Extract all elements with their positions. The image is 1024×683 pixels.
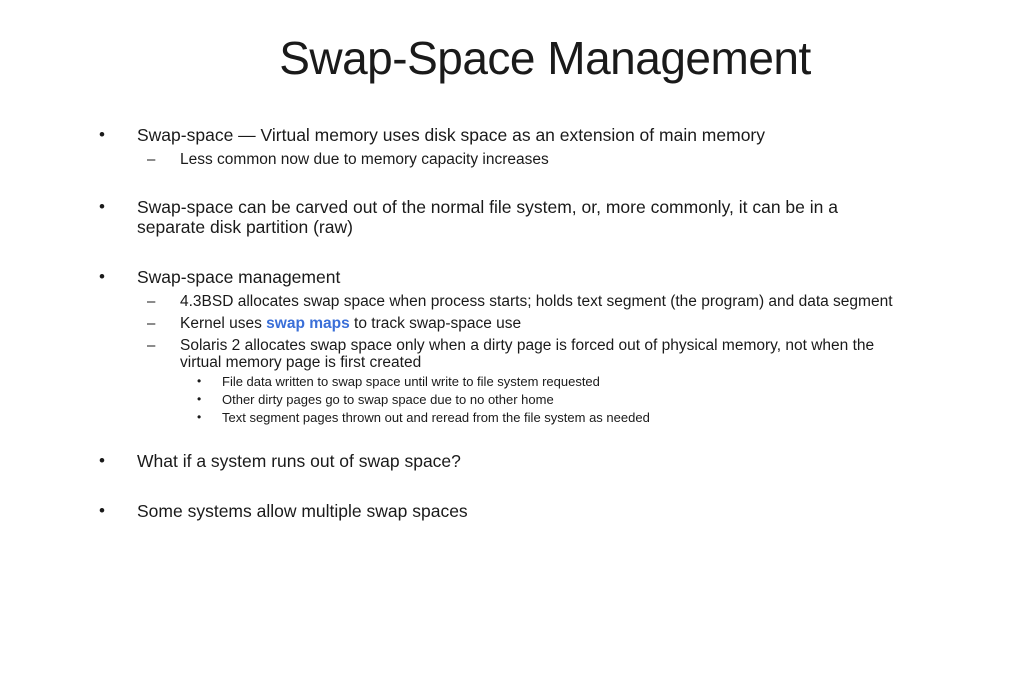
bullet-marker: • xyxy=(99,267,105,286)
bullet-text xyxy=(137,197,927,237)
bullet-text: What if a system runs out of swap space? xyxy=(137,451,461,471)
bullet-marker: • xyxy=(99,451,105,470)
bullet-text: Some systems allow multiple swap spaces xyxy=(137,501,468,521)
bullet-marker: • xyxy=(197,392,202,406)
swap-maps-term: swap maps xyxy=(266,315,350,332)
bullet-marker: • xyxy=(99,197,105,216)
dash-marker: – xyxy=(147,337,156,354)
sub-sub-bullet-text: Other dirty pages go to swap space due to no other home xyxy=(222,392,554,407)
sub-bullet-text-line: Solaris 2 allocates swap space only when a dirty page is forced out of physical memory, not when the xyxy=(180,337,875,354)
bullet-marker: • xyxy=(197,374,202,388)
bullet-text: Swap-space management xyxy=(137,267,341,287)
sub-bullet-text xyxy=(180,337,940,371)
sub-bullet-text-after: to track swap-space use xyxy=(349,315,522,332)
sub-bullet-text: 4.3BSD allocates swap space when process starts; holds text segment (the program) and data segment xyxy=(180,293,893,310)
bullet-text-line: separate disk partition (raw) xyxy=(137,217,353,237)
sub-sub-bullet-text: Text segment pages thrown out and reread from the file system as needed xyxy=(222,410,650,425)
dash-marker: – xyxy=(147,293,156,310)
sub-bullet-text-before: Kernel uses xyxy=(180,315,267,332)
bullet-marker: • xyxy=(197,410,202,424)
slide-title: Swap-Space Management xyxy=(279,32,811,84)
bullet-marker: • xyxy=(99,125,105,144)
bullet-marker: • xyxy=(99,501,105,520)
dash-marker: – xyxy=(147,151,156,168)
sub-bullet-text: Less common now due to memory capacity increases xyxy=(180,151,549,168)
sub-sub-bullet-text: File data written to swap space until write to file system requested xyxy=(222,374,600,389)
bullet-text-line: Swap-space can be carved out of the normal file system, or, more commonly, it can be in a xyxy=(137,197,838,217)
sub-bullet-text xyxy=(180,315,940,332)
bullet-text: Swap-space — Virtual memory uses disk space as an extension of main memory xyxy=(137,125,766,145)
sub-bullet-text-line: virtual memory page is first created xyxy=(180,354,422,371)
dash-marker: – xyxy=(147,315,156,332)
